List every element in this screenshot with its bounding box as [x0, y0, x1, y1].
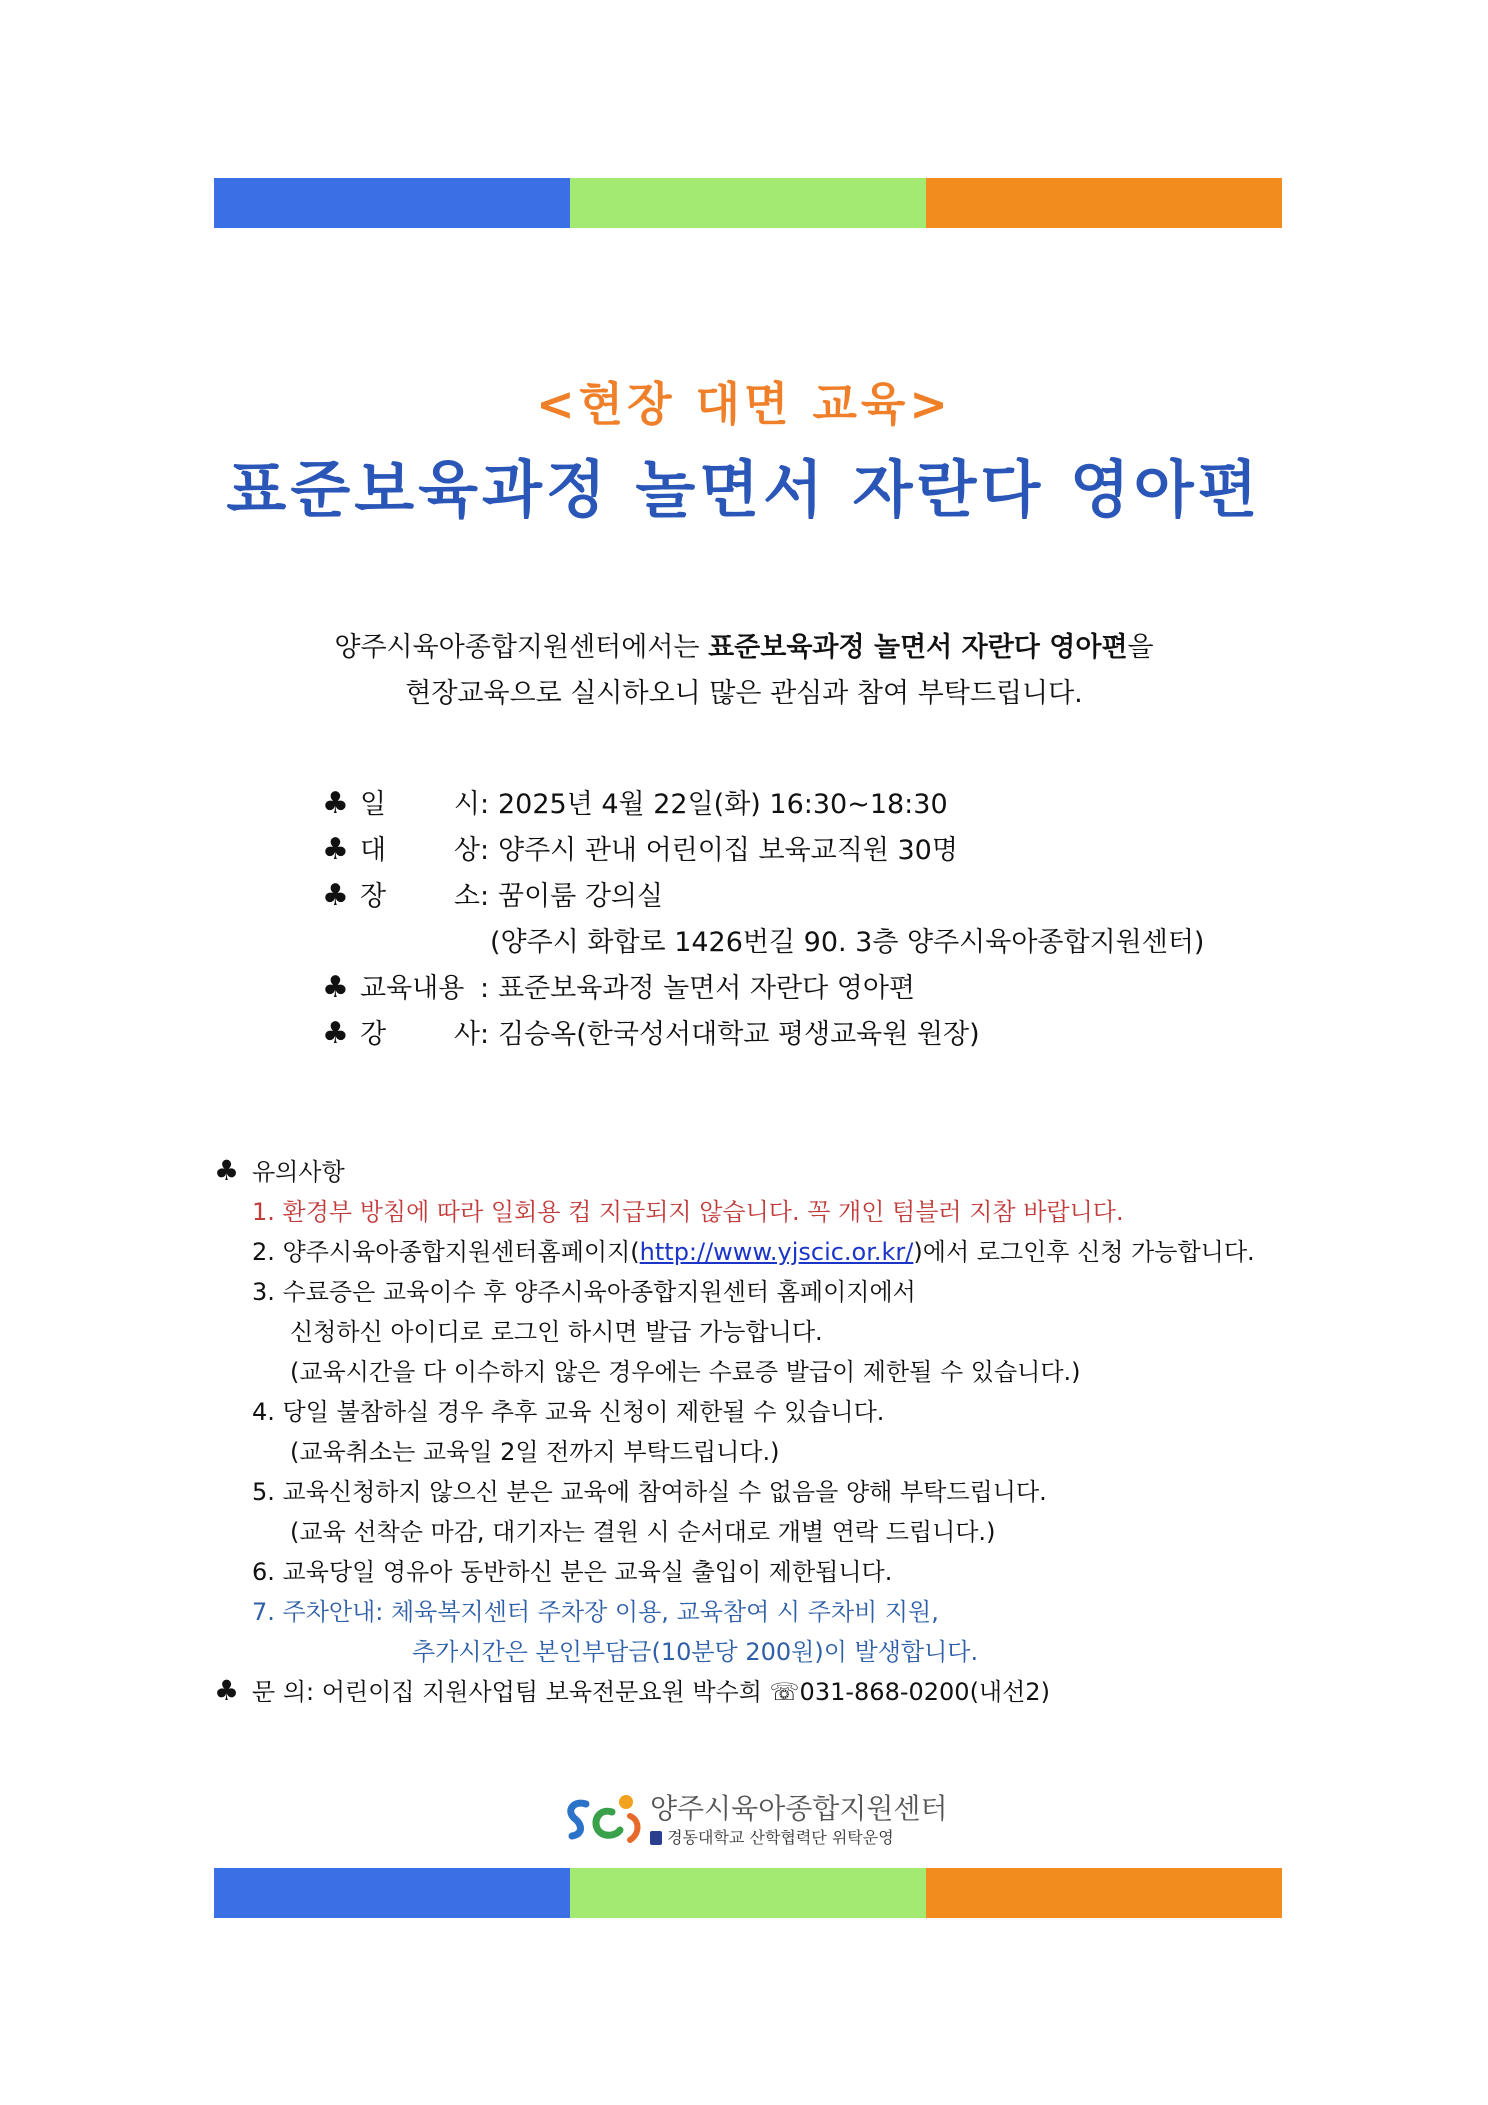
event-subtitle: <현장 대면 교육> [536, 377, 952, 431]
info-row-place [322, 874, 1204, 920]
info-label-place-2: 소 [453, 881, 480, 912]
center-logo [560, 1790, 948, 1850]
intro-line-1-post: 을 [1127, 632, 1154, 663]
info-value-date: 2025년 4월 22일(화) 16:30~18:30 [498, 789, 948, 820]
intro-line-2: 현장교육으로 실시하오니 많은 관심과 참여 부탁드립니다. [405, 678, 1083, 709]
club-bullet-icon: ♣ [322, 878, 349, 913]
info-row-lecturer [322, 1012, 1204, 1058]
note-6: 6. 교육당일 영유아 동반하신 분은 교육실 출입이 제한됩니다. [252, 1558, 893, 1586]
intro-text [0, 625, 1488, 717]
homepage-link[interactable]: http://www.yjscic.or.kr/ [639, 1238, 914, 1266]
colon: : [480, 973, 490, 1004]
info-label-lecturer-2: 사 [453, 1019, 480, 1050]
notes-heading: 유의사항 [252, 1158, 345, 1186]
info-row-content [322, 966, 1204, 1012]
info-value-lecturer: 김승옥(한국성서대학교 평생교육원 원장) [498, 1019, 980, 1050]
center-logo-text [650, 1793, 948, 1848]
info-row-target [322, 828, 1204, 874]
info-label-lecturer [360, 1012, 480, 1051]
event-info-list [322, 782, 1204, 1058]
info-label-place [360, 874, 480, 913]
info-label-target [360, 828, 480, 867]
info-value-place-detail: (양주시 화합로 1426번길 90. 3층 양주시육아종합지원센터) [490, 927, 1205, 958]
bar-green-segment [570, 1868, 926, 1918]
top-color-bar [214, 178, 1282, 228]
club-bullet-icon: ♣ [322, 832, 349, 867]
club-bullet-icon: ♣ [322, 1016, 349, 1051]
note-2 [214, 1232, 1255, 1272]
intro-line-1-pre: 양주시육아종합지원센터에서는 [334, 632, 709, 663]
colon: : [480, 1019, 490, 1050]
university-emblem-icon [650, 1831, 662, 1845]
contact-row [214, 1672, 1255, 1712]
contact-value: 어린이집 지원사업팀 보육전문요원 박수희 ☏031-868-0200(내선2) [321, 1678, 1050, 1706]
note-3-line-1: 3. 수료증은 교육이수 후 양주시육아종합지원센터 홈페이지에서 [252, 1278, 916, 1306]
intro-line-1 [0, 625, 1488, 671]
center-operator-text: 경동대학교 산학협력단 위탁운영 [667, 1827, 894, 1847]
bottom-color-bar [214, 1868, 1282, 1918]
note-5-line-1: 5. 교육신청하지 않으신 분은 교육에 참여하실 수 없음을 양해 부탁드립니다. [252, 1478, 1047, 1506]
club-bullet-icon: ♣ [322, 970, 349, 1005]
note-7-line-1: 7. 주차안내: 체육복지센터 주차장 이용, 교육참여 시 주차비 지원, [252, 1598, 939, 1626]
colon: : [306, 1678, 322, 1706]
center-operator [650, 1825, 948, 1848]
center-logo-icon [560, 1790, 650, 1850]
info-row-place-detail [322, 920, 1204, 966]
colon: : [480, 881, 490, 912]
note-2-pre: 2. 양주시육아종합지원센터홈페이지( [252, 1238, 640, 1266]
colon: : [480, 789, 490, 820]
club-bullet-icon: ♣ [322, 786, 349, 821]
notes-section [214, 1152, 1255, 1712]
bar-blue-segment [214, 1868, 570, 1918]
info-label-target-2: 상 [453, 835, 480, 866]
info-value-target: 양주시 관내 어린이집 보육교직원 30명 [498, 835, 958, 866]
info-value-content: 표준보육과정 놀면서 자란다 영아편 [498, 973, 915, 1004]
note-2-post: )에서 로그인후 신청 가능합니다. [913, 1238, 1255, 1266]
info-label-date [360, 782, 480, 821]
info-row-date [322, 782, 1204, 828]
note-4-line-2: (교육취소는 교육일 2일 전까지 부탁드립니다.) [290, 1438, 780, 1466]
bar-orange-segment [926, 178, 1282, 228]
note-3-line-3: (교육시간을 다 이수하지 않은 경우에는 수료증 발급이 제한될 수 있습니다.) [290, 1358, 1081, 1386]
colon: : [480, 835, 490, 866]
event-title: 표준보육과정 놀면서 자란다 영아편 [226, 453, 1262, 526]
note-4-line-1: 4. 당일 불참하실 경우 추후 교육 신청이 제한될 수 있습니다. [252, 1398, 885, 1426]
club-bullet-icon: ♣ [214, 1154, 240, 1187]
note-5-line-2: (교육 선착순 마감, 대기자는 결원 시 순서대로 개별 연락 드립니다.) [290, 1518, 996, 1546]
bar-orange-segment [926, 1868, 1282, 1918]
intro-line-1-bold: 표준보육과정 놀면서 자란다 영아편 [708, 632, 1128, 663]
info-label-target-1: 대 [360, 835, 387, 866]
contact-label: 문 의 [252, 1678, 306, 1706]
center-name: 양주시육아종합지원센터 [650, 1791, 948, 1825]
bar-blue-segment [214, 178, 570, 228]
notes-heading-row [214, 1152, 1255, 1192]
note-7-line-2: 추가시간은 본인부담금(10분당 200원)이 발생합니다. [412, 1638, 979, 1666]
note-3-line-2: 신청하신 아이디로 로그인 하시면 발급 가능합니다. [290, 1318, 823, 1346]
info-label-date-1: 일 [360, 789, 387, 820]
info-label-lecturer-1: 강 [360, 1019, 387, 1050]
info-label-content: 교육내용 [360, 973, 465, 1004]
bar-green-segment [570, 178, 926, 228]
info-label-place-1: 장 [360, 881, 387, 912]
note-1: 1. 환경부 방침에 따라 일회용 컵 지급되지 않습니다. 꼭 개인 텀블러 지참 바랍니다. [252, 1198, 1124, 1226]
club-bullet-icon: ♣ [214, 1674, 240, 1707]
info-label-date-2: 시 [453, 789, 480, 820]
info-value-place: 꿈이룸 강의실 [498, 881, 664, 912]
